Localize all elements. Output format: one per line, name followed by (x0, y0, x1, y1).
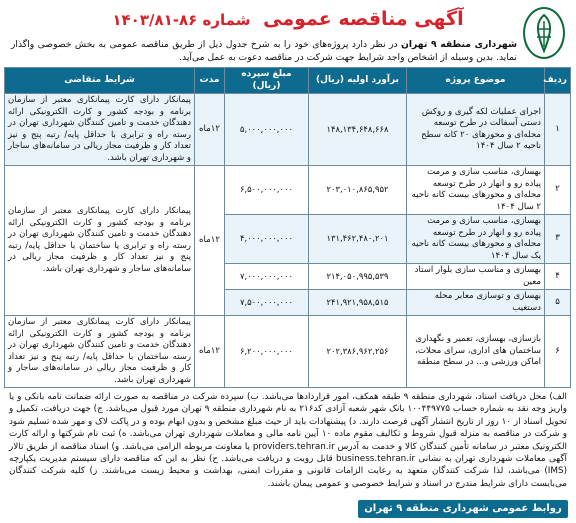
header-conditions: شرایط متقاضی (5, 68, 195, 94)
tender-number: شماره ۸۶-۱۴۰۳/۸۱ (112, 11, 251, 29)
row-number: ۴ (545, 264, 571, 290)
header-row-number: ردیف (545, 68, 571, 94)
project-subject: بهسازی و توسازی معابر محله دستغیب (407, 290, 545, 316)
project-subject: بهسازی، مناسب سازی و مرمت پیاده رو و انهار در طرح توسعه محله‌ای و محورهای بیست کانه ناحیه یک سال ۱۴۰۴ (407, 215, 545, 264)
header-duration: مدت (195, 68, 225, 94)
public-relations-footer: روابط عمومی شهرداری منطقه ۹ تهران (358, 500, 568, 518)
intro-text: در نظر دارد پروژه‌های خود را به شرح جدول ذیل از طریق مناقصه عمومی به بخش خصوصی واگذار نماید. بدین وسیله از اشخاص واجد شرایط جهت شرکت در مناقصه دعوت به عمل می‌آید. (11, 39, 517, 63)
row-number: ۵ (545, 290, 571, 316)
initial-estimate: ۱۴۸,۱۳۴,۶۴۸,۶۶۸ (309, 94, 407, 166)
project-subject: بازسازی، بهسازی، تعمیر و نگهداری ساختمان های اداری، سرای محلات، اماکن ورزشی و... در سطح منطقه (407, 316, 545, 388)
notice-header (5, 4, 571, 38)
intro-paragraph (5, 38, 571, 67)
table-header-row (5, 68, 571, 94)
contract-duration: ۱۲ماه (195, 94, 225, 166)
row-number: ۳ (545, 215, 571, 264)
project-subject: اجرای عملیات لکه گیری و روکش دستی آسفالت در طرح توسعه محله‌ای و محورهای ۲۰ کانه سطح ناحیه ۲ سال ۱۴۰۴ (407, 94, 545, 166)
row-number: ۱ (545, 94, 571, 166)
notice-terms: الف) محل دریافت اسناد، شهرداری منطقه ۹ طبقه همکف، امور قراردادها می‌باشد. ب) سپرده شرکت در مناقصه به صورت ارائه ضمانت نامه بانکی و یا واریز وجه نقد به شماره حساب ۱۰۰۴۴۹۷۷۵ بانک شهر شعبه آزادی کد۲۱۶ به نام شهرداری منطقه ۹ تهران مورد قبول می‌باشد. ج) جهت دریافت، تکمیل و تحویل اسناد از ۱۰ روز از تاریخ انتشار آگهی فرصت دارند. د) پیشنهادات باید از حیث مبلغ مشخص و بدون ابهام بوده و در پاکت لاک و مهر شده تسلیم شود و شرکت در مناقصه به منزله قبول شروط و تکالیف مقوم ماده ۱۰ آیین نامه مالی و معاملات شهرداری تهران می‌باشد. ه) ثبت نام شرکتها و ارائه کارت الکترونیک معتبر در سامانه تأمین کنندگان کالا و خدمت به آدرس providers.tehran.ir یا معاونت مربوطه الزامی می‌باشد. و) اسناد مناقصه از طریق تالار آگهی معاملات شهرداری تهران به نشانی business.tehran.ir قابل رویت و دریافت می‌باشد. ح) نظر به این که مناقصه دارای سیستم مدیریت یکپارچه (IMS) می‌باشد، لذا شرکت کنندگان متعهد به رعایت الزامات قانونی و مقررات ایمنی، بهداشت و محیط زیست می‌باشند. ز) کلیه شرکت کنندگان می‌بایست دارای شرایط مندرج در اسناد و شرایط خصوصی و عمومی پیمان باشند. (9, 392, 567, 489)
header-subject: موضوع پروژه (407, 68, 545, 94)
projects-table (4, 67, 571, 388)
municipality-logo-icon (527, 11, 561, 55)
deposit-amount: ۶,۵۰۰,۰۰۰,۰۰۰ (225, 166, 309, 215)
table-row (5, 166, 571, 215)
initial-estimate: ۲۰۳,۰۱۰,۸۶۵,۹۵۲ (309, 166, 407, 215)
applicant-conditions: پیمانکار دارای کارت پیمانکاری معتبر از سازمان برنامه و بودجه کشور و کارت الکترونیکی ارائه دهندگان خدمت و تامین کنندگان شهرداری تهران در رسته راه و ترابری با حداقل پایه/ رتبه پنج و نیز تعداد کار و ظرفیت مجاز ریالی در سامانه‌های ساجار و شهرداری تهران باشد. (5, 94, 195, 166)
initial-estimate: ۲۱۴,۰۵۰,۹۹۵,۵۳۹ (309, 264, 407, 290)
header-deposit: مبلغ سپرده (ریال) (225, 68, 309, 94)
deposit-amount: ۷,۵۰۰,۰۰۰,۰۰۰ (225, 290, 309, 316)
municipality-seal (523, 7, 565, 59)
header-estimate: برآورد اولیه (ریال) (309, 68, 407, 94)
table-row (5, 94, 571, 166)
initial-estimate: ۲۰۲,۳۸۶,۹۶۲,۲۵۶ (309, 316, 407, 388)
applicant-conditions: پیمانکار دارای کارت پیمانکاری معتبر از سازمان برنامه و بودجه کشور و کارت الکترونیکی ارائه دهندگان خدمت و تامین کنندگان شهرداری تهران در رسته ساختمان با حداقل پایه/ رتبه پنج و نیز تعداد کار و ظرفیت مجاز ریالی در سامانه‌های ساجار و شهرداری تهران باشد. (5, 316, 195, 388)
project-subject: بهسازی و مناسب سازی بلوار استاد معین (407, 264, 545, 290)
applicant-conditions: پیمانکار دارای کارت پیمانکاری معتبر از سازمان برنامه و بودجه کشور و کارت الکترونیکی ارائه دهندگان خدمت و تامین کنندگان شهرداری تهران در رسته راه و ترابری یا ساختمان با حداقل پایه/ رتبه پنج و نیز تعداد کار و ظرفیت مجاز ریالی در سامانه‌های ساجار و شهرداری تهران باشد. (5, 166, 195, 316)
deposit-amount: ۶,۲۰۰,۰۰۰,۰۰۰ (225, 316, 309, 388)
table-row (5, 316, 571, 388)
row-number: ۲ (545, 166, 571, 215)
page-title (5, 4, 571, 35)
row-number: ۶ (545, 316, 571, 388)
initial-estimate: ۲۴۱,۹۲۱,۹۵۸,۵۱۵ (309, 290, 407, 316)
title-text: آگهی مناقصه عمومی (263, 8, 464, 30)
contract-duration: ۱۲ماه (195, 166, 225, 316)
project-subject: بهسازی، مناسب سازی و مرمت پیاده رو و انهار در طرح توسعه محله‌ای و محورهای بیست کانه ناحیه ۲ سال ۱۴۰۴ (407, 166, 545, 215)
deposit-amount: ۴,۰۰۰,۰۰۰,۰۰۰ (225, 215, 309, 264)
deposit-amount: ۵,۰۰۰,۰۰۰,۰۰۰ (225, 94, 309, 166)
intro-lead: شهرداری منطقه ۹ تهران (401, 39, 518, 50)
deposit-amount: ۷,۰۰۰,۰۰۰,۰۰۰ (225, 264, 309, 290)
contract-duration: ۱۲ماه (195, 316, 225, 388)
initial-estimate: ۱۳۱,۴۶۲,۴۸۰,۲۰۱ (309, 215, 407, 264)
